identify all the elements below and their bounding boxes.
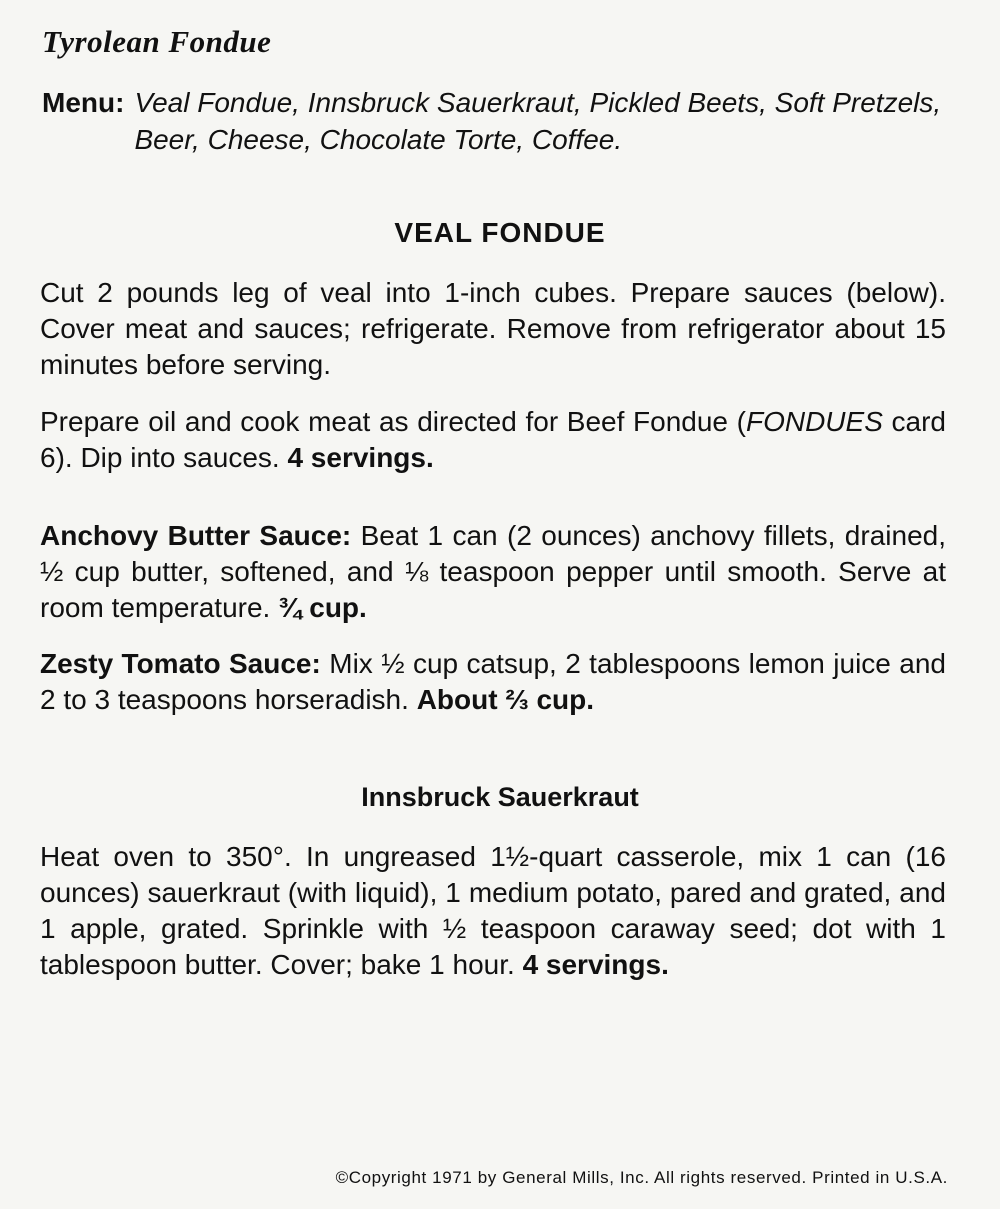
tomato-sauce-recipe — [40, 646, 946, 718]
veal-fondue-yield: 4 servings. — [287, 442, 434, 473]
tomato-sauce-label: Zesty Tomato Sauce: — [40, 648, 321, 679]
veal-fondue-heading: VEAL FONDUE — [394, 217, 606, 248]
cooking-text: Prepare oil and cook meat as directed for Beef Fondue ( — [40, 406, 746, 437]
cooking-text-2: card 6). Dip into sauces. — [40, 406, 947, 473]
anchovy-sauce-label: Anchovy Butter Sauce: — [40, 520, 352, 551]
menu-items: Veal Fondue, Innsbruck Sauerkraut, Pickled Beets, Soft Pretzels, Beer, Cheese, Chocolate Torte, Coffee. — [134, 87, 942, 155]
anchovy-sauce-text: Beat 1 can (2 ounces) anchovy fillets, drained, ½ cup butter, softened, and ⅛ teaspoon pepper until smooth. Serve at room temperature. — [40, 520, 946, 623]
veal-fondue-instructions: Cut 2 pounds leg of veal into 1-inch cubes. Prepare sauces (below). Cover meat and sauces; refrigerate. Remove from refrigerator about 15 minutes before serving. — [40, 277, 946, 380]
sauerkraut-heading: Innsbruck Sauerkraut — [361, 782, 639, 812]
tomato-sauce-text: Mix ½ cup catsup, 2 tablespoons lemon juice and 2 to 3 teaspoons horseradish. — [40, 648, 946, 715]
veal-fondue-cooking — [40, 404, 946, 476]
copyright-notice: ©Copyright 1971 by General Mills, Inc. All rights reserved. Printed in U.S.A. — [335, 1168, 948, 1187]
sauerkraut-recipe — [40, 839, 946, 983]
tomato-sauce-yield: About ⅔ cup. — [416, 684, 595, 715]
anchovy-sauce-yield: ¾ cup. — [278, 592, 367, 623]
fondues-reference: FONDUES — [745, 406, 883, 437]
anchovy-sauce-recipe — [40, 518, 946, 626]
recipe-card-title: Tyrolean Fondue — [42, 24, 272, 59]
menu-label: Menu: — [42, 87, 125, 118]
menu-line — [42, 84, 954, 158]
sauerkraut-text: Heat oven to 350°. In ungreased 1½-quart casserole, mix 1 can (16 ounces) sauerkraut (with liquid), 1 medium potato, pared and grated, and 1 apple, grated. Sprinkle with ½ teaspoon caraway seed; dot with 1 tablespoon butter. Cover; bake 1 hour. — [40, 841, 946, 980]
sauerkraut-yield: 4 servings. — [522, 949, 669, 980]
